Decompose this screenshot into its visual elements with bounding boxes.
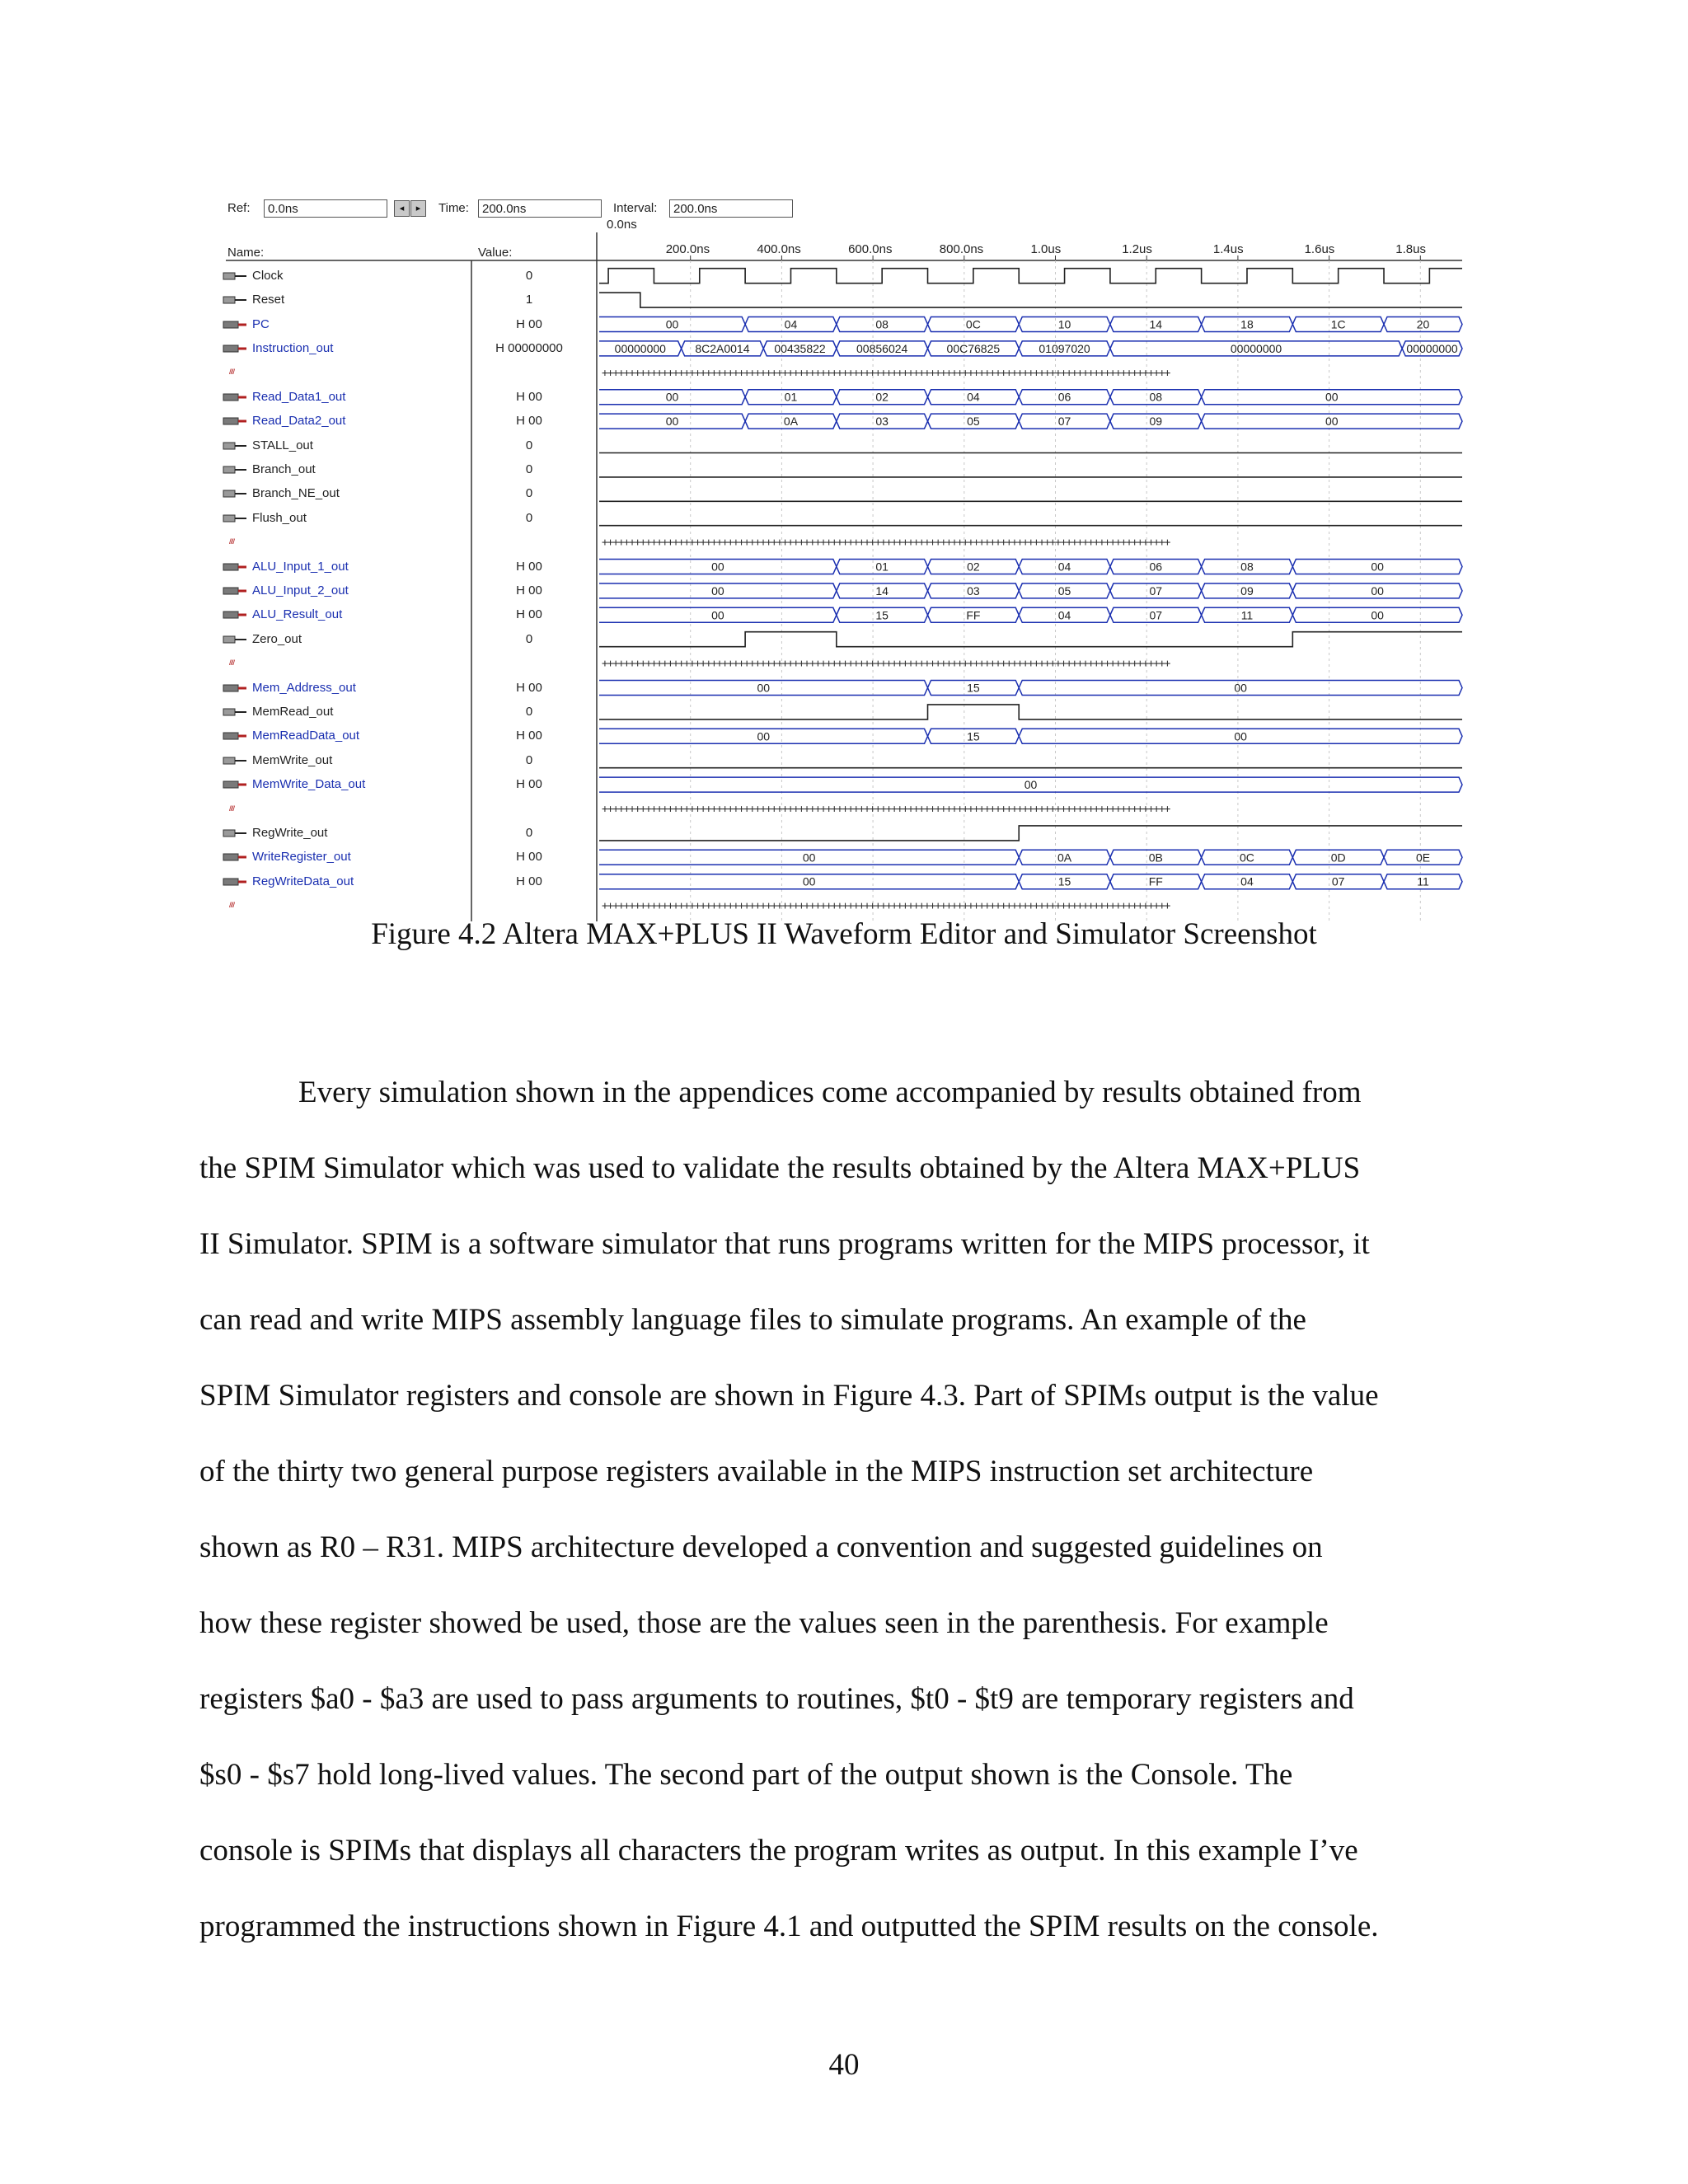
bus-segment-label: FF [966, 608, 981, 622]
prev-transition-button[interactable]: ◂ [394, 200, 410, 217]
paragraph-line: console is SPIMs that displays all characters the program writes as output. In this example I’ve [199, 1834, 1358, 1868]
signal-name[interactable]: Branch_NE_out [252, 486, 340, 501]
signal-value: 0 [525, 752, 533, 767]
signal-name[interactable]: Zero_out [252, 631, 302, 646]
bus-segment-label: 1C [1330, 317, 1346, 331]
bus-segment-label: 00 [1234, 681, 1247, 695]
signal-value: H 00 [516, 850, 542, 865]
bus-segment-label: 04 [1057, 560, 1071, 574]
signal-name[interactable]: WriteRegister_out [252, 850, 351, 865]
bus-segment-label: 07 [1149, 583, 1163, 598]
signal-value: 0 [525, 438, 533, 452]
signal-name[interactable]: Read_Data1_out [252, 389, 346, 404]
bus-segment-label: 0C [965, 317, 981, 331]
bus-segment-label: 00000000 [1406, 341, 1458, 355]
bus-segment-label: 00 [802, 874, 816, 888]
signal-name[interactable]: PC [252, 316, 270, 331]
time-tick-label: 800.0ns [939, 242, 984, 256]
signal-value: 0 [525, 631, 533, 646]
bus-segment-label: 05 [967, 415, 980, 429]
bus-segment-label: 00 [711, 608, 724, 622]
paragraph-line: registers $a0 - $a3 are used to pass arguments to routines, $t0 - $t9 are temporary registers and [199, 1682, 1354, 1716]
time-tick-label: 200.0ns [665, 242, 710, 256]
time-field[interactable]: 200.0ns [478, 199, 602, 218]
bus-segment-label: 00 [711, 560, 724, 574]
bus-segment-label: 11 [1240, 608, 1254, 622]
paragraph-line: the SPIM Simulator which was used to validate the results obtained by the Altera MAX+PLUS [199, 1151, 1361, 1185]
interval-field[interactable]: 200.0ns [669, 199, 793, 218]
bus-segment-label: 06 [1057, 390, 1071, 404]
signal-name[interactable]: MemWrite_out [252, 752, 333, 767]
bit-trace [599, 826, 1462, 841]
bus-segment-label: 00C76825 [946, 341, 1001, 355]
bus-segment-label: 00 [665, 390, 679, 404]
bus-segment-label: 01097020 [1039, 341, 1090, 355]
time-tick-label: 1.0us [1030, 242, 1062, 256]
page-number: 40 [828, 2048, 860, 2082]
bus-segment-label: 0B [1148, 851, 1163, 865]
bus-segment-label: 04 [1057, 608, 1071, 622]
group-separator-icon: //// [229, 658, 235, 668]
group-separator-icon: //// [229, 537, 235, 546]
bus-segment-label: 04 [784, 317, 798, 331]
bus-segment-label: 0D [1330, 851, 1346, 865]
bus-segment-label: 01 [784, 390, 798, 404]
bus-segment-label: 09 [1240, 583, 1254, 598]
signal-name[interactable]: ALU_Input_1_out [252, 559, 349, 574]
separator-trace: ++++++++++++++++++++++++++++++++++++++++++++++++++++++++++++++++++++++++++++++++++++++++++++++++++++++++ [602, 900, 1170, 913]
signal-value: H 00000000 [495, 340, 563, 355]
signal-value: 0 [525, 486, 533, 501]
bus-segment-label: 0A [783, 415, 799, 429]
bus-segment-label: 02 [875, 390, 889, 404]
signal-name[interactable]: Read_Data2_out [252, 414, 346, 429]
cursor-time-label: 0.0ns [607, 218, 637, 232]
paragraph-line: Every simulation shown in the appendices come accompanied by results obtained from [298, 1076, 1362, 1109]
bus-segment-label: 15 [967, 729, 980, 743]
clock-trace [599, 269, 1462, 284]
signal-name[interactable]: ALU_Result_out [252, 607, 343, 622]
next-transition-button[interactable]: ▸ [410, 200, 426, 217]
paragraph-line: $s0 - $s7 hold long-lived values. The second part of the output shown is the Console. The [199, 1758, 1293, 1792]
bus-segment-label: 03 [967, 583, 980, 598]
paragraph-line: SPIM Simulator registers and console are shown in Figure 4.3. Part of SPIMs output is the value [199, 1379, 1379, 1413]
bus-segment-label: 00 [1325, 415, 1339, 429]
signal-value: 1 [525, 293, 533, 307]
bus-segment-label: 08 [1240, 560, 1254, 574]
group-separator-icon: //// [229, 804, 235, 813]
signal-value: H 00 [516, 607, 542, 622]
signal-name[interactable]: MemRead_out [252, 704, 334, 719]
bus-segment-label: 07 [1331, 874, 1345, 888]
signal-name[interactable]: RegWriteData_out [252, 874, 354, 888]
bus-segment-label: 00 [1234, 729, 1247, 743]
bus-segment-label: 00 [1371, 583, 1384, 598]
paragraph-line: shown as R0 – R31. MIPS architecture developed a convention and suggested guidelines on [199, 1530, 1323, 1564]
bus-segment-label: 14 [875, 583, 889, 598]
separator-trace: ++++++++++++++++++++++++++++++++++++++++++++++++++++++++++++++++++++++++++++++++++++++++++++++++++++++++ [602, 367, 1170, 380]
bus-segment-label: 14 [1149, 317, 1163, 331]
time-tick-label: 1.2us [1122, 242, 1152, 256]
bus-segment-label: 00 [1371, 560, 1384, 574]
signal-value: H 00 [516, 414, 542, 429]
time-label: Time: [438, 201, 469, 215]
paragraph-line: of the thirty two general purpose registers available in the MIPS instruction set architecture [199, 1455, 1314, 1488]
bus-segment-label: 15 [1057, 874, 1071, 888]
time-tick-label: 1.4us [1212, 242, 1244, 256]
time-tick-label: 1.6us [1304, 242, 1335, 256]
bus-segment-label: 08 [875, 317, 889, 331]
separator-trace: ++++++++++++++++++++++++++++++++++++++++++++++++++++++++++++++++++++++++++++++++++++++++++++++++++++++++ [602, 658, 1170, 671]
bus-segment-label: 15 [875, 608, 889, 622]
signal-name[interactable]: Reset [252, 293, 285, 307]
signal-value: H 00 [516, 874, 542, 888]
bus-segment-label: 09 [1149, 415, 1163, 429]
bus-segment-label: 05 [1057, 583, 1071, 598]
signal-value: 0 [525, 704, 533, 719]
ref-field[interactable]: 0.0ns [264, 199, 387, 218]
bus-segment-label: 00 [757, 681, 771, 695]
bus-segment-label: 00000000 [614, 341, 666, 355]
bit-trace [599, 632, 1462, 647]
bus-segment-label: 00 [711, 583, 724, 598]
value-column-header: Value: [478, 246, 513, 260]
signal-name[interactable]: Mem_Address_out [252, 680, 356, 695]
bus-segment-label: 01 [875, 560, 889, 574]
group-separator-icon: //// [229, 368, 235, 377]
signal-value: H 00 [516, 316, 542, 331]
signal-value: 0 [525, 268, 533, 283]
bus-segment-label: 00000000 [1230, 341, 1282, 355]
bus-segment-label: 00 [665, 415, 679, 429]
signal-value: 0 [525, 510, 533, 525]
signal-name[interactable]: Clock [252, 268, 284, 283]
waveform-traces [216, 191, 1469, 923]
bus-segment-label: 20 [1416, 317, 1430, 331]
bus-segment-label: 07 [1149, 608, 1163, 622]
bus-segment-label: 04 [967, 390, 980, 404]
bus-segment-label: 00 [757, 729, 771, 743]
time-tick-label: 400.0ns [757, 242, 801, 256]
bus-segment-label: 8C2A0014 [695, 341, 750, 355]
bus-segment-label: 00 [1371, 608, 1384, 622]
bus-segment-label: 06 [1149, 560, 1163, 574]
signal-value: H 00 [516, 680, 542, 695]
signal-name[interactable]: Flush_out [252, 510, 307, 525]
paragraph-line: can read and write MIPS assembly language files to simulate programs. An example of the [199, 1303, 1306, 1337]
group-separator-icon: //// [229, 901, 235, 910]
separator-trace: ++++++++++++++++++++++++++++++++++++++++++++++++++++++++++++++++++++++++++++++++++++++++++++++++++++++++ [602, 537, 1170, 550]
bus-segment-label: FF [1148, 874, 1163, 888]
bus-segment-label: 00 [1024, 778, 1038, 792]
bit-trace [599, 705, 1462, 719]
signal-value: H 00 [516, 777, 542, 792]
paragraph-line: programmed the instructions shown in Figure 4.1 and outputted the SPIM results on the console. [199, 1910, 1379, 1943]
signal-value: H 00 [516, 729, 542, 743]
bus-segment-label: 03 [875, 415, 889, 429]
ref-label: Ref: [227, 201, 251, 215]
signal-value: H 00 [516, 389, 542, 404]
paragraph-line: how these register showed be used, those are the values seen in the parenthesis. For example [199, 1606, 1329, 1640]
signal-value: H 00 [516, 583, 542, 598]
bus-segment-label: 18 [1240, 317, 1254, 331]
paragraph-line: II Simulator. SPIM is a software simulator that runs programs written for the MIPS processor, it [199, 1227, 1370, 1261]
bus-segment-label: 00 [665, 317, 679, 331]
bus-segment-label: 08 [1149, 390, 1163, 404]
separator-trace: ++++++++++++++++++++++++++++++++++++++++++++++++++++++++++++++++++++++++++++++++++++++++++++++++++++++++ [602, 803, 1170, 816]
signal-name[interactable]: MemReadData_out [252, 729, 360, 743]
figure-caption: Figure 4.2 Altera MAX+PLUS II Waveform Editor and Simulator Screenshot [371, 917, 1317, 951]
bus-segment-label: 00435822 [774, 341, 826, 355]
signal-name[interactable]: STALL_out [252, 438, 313, 452]
bus-segment-label: 04 [1240, 874, 1254, 888]
time-tick-label: 600.0ns [848, 242, 893, 256]
bus-segment-label: 07 [1057, 415, 1071, 429]
bus-segment-label: 00 [802, 851, 816, 865]
signal-value: 0 [525, 825, 533, 840]
signal-name[interactable]: RegWrite_out [252, 825, 328, 840]
interval-label: Interval: [613, 201, 658, 215]
bus-segment-label: 00 [1325, 390, 1339, 404]
bus-segment-label: 15 [967, 681, 980, 695]
waveform-editor-screenshot [216, 191, 1469, 923]
bus-segment-label: 00856024 [856, 341, 908, 355]
bus-segment-label: 0E [1415, 851, 1431, 865]
reset-trace [599, 293, 1462, 307]
signal-value: 0 [525, 462, 533, 476]
bus-segment-label: 11 [1417, 874, 1429, 888]
name-column-header: Name: [227, 246, 265, 260]
bus-segment-label: 0A [1057, 851, 1072, 865]
signal-value: H 00 [516, 559, 542, 574]
signal-name[interactable]: Branch_out [252, 462, 316, 476]
signal-name[interactable]: MemWrite_Data_out [252, 777, 366, 792]
signal-name[interactable]: ALU_Input_2_out [252, 583, 349, 598]
bus-segment-label: 02 [967, 560, 980, 574]
bus-segment-label: 10 [1057, 317, 1071, 331]
bus-segment-label: 0C [1240, 851, 1254, 865]
signal-name[interactable]: Instruction_out [252, 340, 334, 355]
time-tick-label: 1.8us [1395, 242, 1426, 256]
